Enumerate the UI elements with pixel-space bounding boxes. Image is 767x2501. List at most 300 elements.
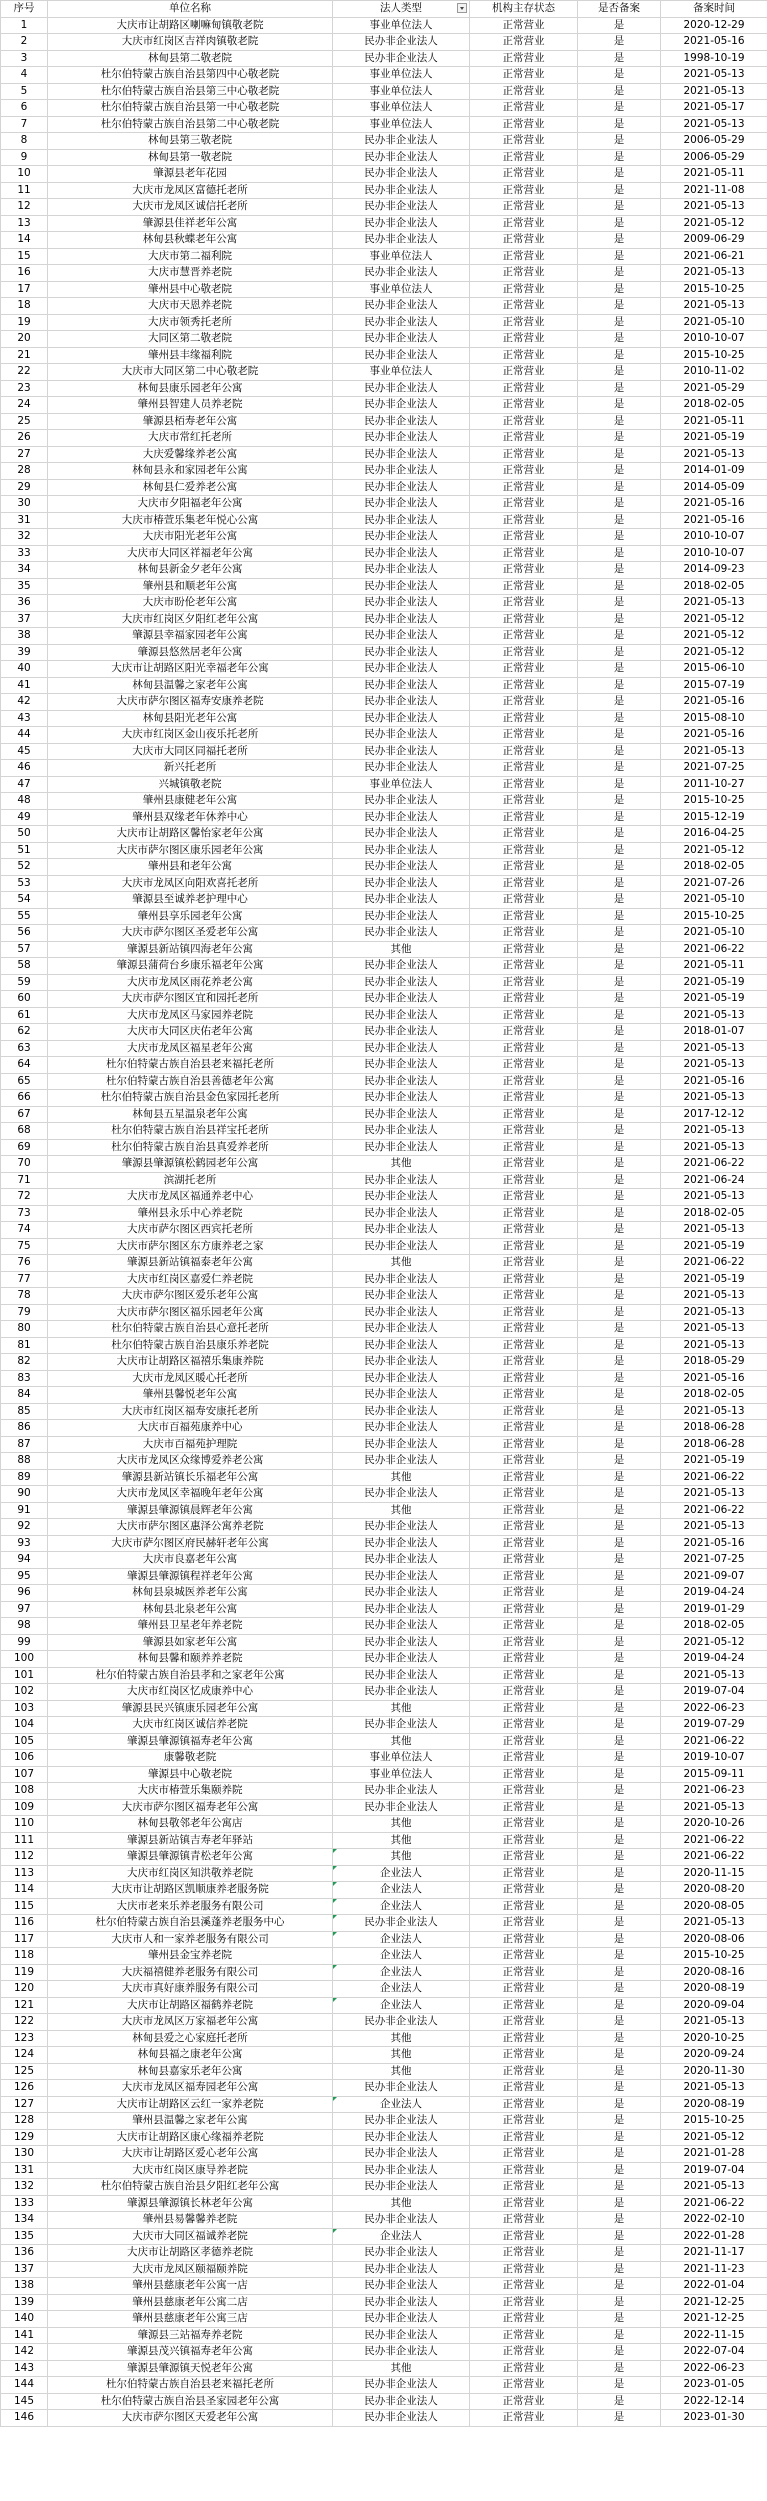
- cell-index[interactable]: 18: [1, 298, 48, 315]
- cell-status[interactable]: 正常营业: [470, 2195, 578, 2212]
- cell-legal-type[interactable]: [333, 1321, 470, 1338]
- cell-unit-name[interactable]: 大庆市良嘉老年公寓: [48, 1552, 333, 1569]
- cell-index[interactable]: 136: [1, 2245, 48, 2262]
- cell-status[interactable]: 正常营业: [470, 1337, 578, 1354]
- header-filed-date[interactable]: 备案时间: [661, 1, 767, 18]
- cell-status[interactable]: 正常营业: [470, 199, 578, 216]
- cell-status[interactable]: 正常营业: [470, 1585, 578, 1602]
- cell-filed[interactable]: 是: [578, 2129, 661, 2146]
- cell-unit-name[interactable]: 肇州县慈康老年公寓一店: [48, 2278, 333, 2295]
- cell-filed[interactable]: 是: [578, 430, 661, 447]
- cell-legal-type[interactable]: [333, 2245, 470, 2262]
- cell-filed[interactable]: 是: [578, 1849, 661, 1866]
- cell-legal-type[interactable]: [333, 2063, 470, 2080]
- cell-status[interactable]: 正常营业: [470, 1288, 578, 1305]
- cell-legal-type[interactable]: [333, 1288, 470, 1305]
- cell-legal-type[interactable]: [333, 1568, 470, 1585]
- cell-filed[interactable]: 是: [578, 215, 661, 232]
- cell-unit-name[interactable]: 大庆市红岗区金山夜乐托老所: [48, 727, 333, 744]
- cell-index[interactable]: 128: [1, 2113, 48, 2130]
- cell-filed[interactable]: 是: [578, 1684, 661, 1701]
- cell-legal-type[interactable]: [333, 1535, 470, 1552]
- cell-index[interactable]: 27: [1, 446, 48, 463]
- cell-legal-type[interactable]: [333, 661, 470, 678]
- cell-filed[interactable]: 是: [578, 2014, 661, 2031]
- cell-unit-name[interactable]: 大庆市让胡路区福禧乐集康养院: [48, 1354, 333, 1371]
- cell-legal-type[interactable]: [333, 463, 470, 480]
- cell-legal-type[interactable]: [333, 2360, 470, 2377]
- cell-filed-date[interactable]: 2020-11-30: [661, 2063, 767, 2080]
- cell-index[interactable]: 58: [1, 958, 48, 975]
- cell-filed-date[interactable]: 2018-02-05: [661, 1618, 767, 1635]
- cell-unit-name[interactable]: 肇州县和顺老年公寓: [48, 578, 333, 595]
- cell-filed[interactable]: 是: [578, 2360, 661, 2377]
- cell-filed[interactable]: 是: [578, 463, 661, 480]
- cell-filed[interactable]: 是: [578, 1057, 661, 1074]
- cell-status[interactable]: 正常营业: [470, 215, 578, 232]
- cell-status[interactable]: 正常营业: [470, 958, 578, 975]
- cell-legal-type[interactable]: [333, 1750, 470, 1767]
- cell-legal-type[interactable]: [333, 1618, 470, 1635]
- cell-unit-name[interactable]: 肇源县肇源镇晨辉老年公寓: [48, 1502, 333, 1519]
- cell-filed-date[interactable]: 2022-11-15: [661, 2327, 767, 2344]
- cell-status[interactable]: 正常营业: [470, 1502, 578, 1519]
- cell-unit-name[interactable]: 大同区第二敬老院: [48, 331, 333, 348]
- cell-filed-date[interactable]: 2011-10-27: [661, 776, 767, 793]
- cell-status[interactable]: 正常营业: [470, 1403, 578, 1420]
- cell-legal-type[interactable]: [333, 826, 470, 843]
- cell-filed-date[interactable]: 2021-05-13: [661, 1139, 767, 1156]
- cell-index[interactable]: 44: [1, 727, 48, 744]
- cell-unit-name[interactable]: 杜尔伯特蒙古族自治县善德老年公寓: [48, 1073, 333, 1090]
- cell-legal-type[interactable]: [333, 2195, 470, 2212]
- cell-status[interactable]: 正常营业: [470, 1733, 578, 1750]
- cell-filed-date[interactable]: 2021-05-13: [661, 1040, 767, 1057]
- cell-status[interactable]: 正常营业: [470, 1783, 578, 1800]
- cell-filed-date[interactable]: 2015-07-19: [661, 677, 767, 694]
- cell-status[interactable]: 正常营业: [470, 314, 578, 331]
- cell-index[interactable]: 60: [1, 991, 48, 1008]
- cell-legal-type[interactable]: [333, 2179, 470, 2196]
- cell-unit-name[interactable]: 杜尔伯特蒙古族自治县老来福托老所: [48, 1057, 333, 1074]
- cell-legal-type[interactable]: [333, 1898, 470, 1915]
- cell-unit-name[interactable]: 林甸县阳光老年公寓: [48, 710, 333, 727]
- cell-status[interactable]: 正常营业: [470, 2063, 578, 2080]
- cell-filed[interactable]: 是: [578, 446, 661, 463]
- cell-status[interactable]: 正常营业: [470, 677, 578, 694]
- cell-unit-name[interactable]: 大庆市真好康养服务有限公司: [48, 1981, 333, 1998]
- cell-status[interactable]: 正常营业: [470, 1238, 578, 1255]
- cell-index[interactable]: 79: [1, 1304, 48, 1321]
- cell-index[interactable]: 12: [1, 199, 48, 216]
- cell-unit-name[interactable]: 大庆市夕阳福老年公寓: [48, 496, 333, 513]
- cell-index[interactable]: 51: [1, 842, 48, 859]
- cell-index[interactable]: 134: [1, 2212, 48, 2229]
- cell-unit-name[interactable]: 大庆市龙凤区富德托老所: [48, 182, 333, 199]
- cell-unit-name[interactable]: 肇州县双缘老年休养中心: [48, 809, 333, 826]
- cell-filed-date[interactable]: 2020-08-05: [661, 1898, 767, 1915]
- cell-status[interactable]: 正常营业: [470, 446, 578, 463]
- cell-unit-name[interactable]: 大庆市龙凤区颐福颐养院: [48, 2261, 333, 2278]
- cell-status[interactable]: 正常营业: [470, 1601, 578, 1618]
- cell-status[interactable]: 正常营业: [470, 1354, 578, 1371]
- cell-status[interactable]: 正常营业: [470, 628, 578, 645]
- cell-filed-date[interactable]: 2019-07-04: [661, 1684, 767, 1701]
- cell-index[interactable]: 102: [1, 1684, 48, 1701]
- cell-status[interactable]: 正常营业: [470, 1700, 578, 1717]
- cell-unit-name[interactable]: 杜尔伯特蒙古族自治县祥宝托老所: [48, 1123, 333, 1140]
- cell-status[interactable]: 正常营业: [470, 1486, 578, 1503]
- cell-status[interactable]: 正常营业: [470, 380, 578, 397]
- cell-index[interactable]: 29: [1, 479, 48, 496]
- cell-unit-name[interactable]: 肇州县金宝养老院: [48, 1948, 333, 1965]
- cell-status[interactable]: 正常营业: [470, 1139, 578, 1156]
- cell-legal-type[interactable]: [333, 133, 470, 150]
- cell-index[interactable]: 43: [1, 710, 48, 727]
- cell-filed[interactable]: 是: [578, 1964, 661, 1981]
- cell-index[interactable]: 106: [1, 1750, 48, 1767]
- cell-filed[interactable]: 是: [578, 265, 661, 282]
- cell-legal-type[interactable]: [333, 116, 470, 133]
- cell-unit-name[interactable]: 林甸县馨和颐养养老院: [48, 1651, 333, 1668]
- cell-legal-type[interactable]: [333, 578, 470, 595]
- cell-index[interactable]: 122: [1, 2014, 48, 2031]
- cell-unit-name[interactable]: 肇源县老年花园: [48, 166, 333, 183]
- cell-filed-date[interactable]: 2021-05-13: [661, 1057, 767, 1074]
- cell-status[interactable]: 正常营业: [470, 760, 578, 777]
- cell-filed-date[interactable]: 2021-05-16: [661, 1073, 767, 1090]
- cell-legal-type[interactable]: [333, 2393, 470, 2410]
- cell-unit-name[interactable]: 杜尔伯特蒙古族自治县真爱养老所: [48, 1139, 333, 1156]
- cell-filed-date[interactable]: 2021-11-17: [661, 2245, 767, 2262]
- cell-filed[interactable]: 是: [578, 1915, 661, 1932]
- cell-index[interactable]: 82: [1, 1354, 48, 1371]
- cell-status[interactable]: 正常营业: [470, 2410, 578, 2427]
- cell-status[interactable]: 正常营业: [470, 1997, 578, 2014]
- cell-filed-date[interactable]: 2018-02-05: [661, 397, 767, 414]
- cell-unit-name[interactable]: 大庆市天恩养老院: [48, 298, 333, 315]
- cell-filed[interactable]: 是: [578, 1667, 661, 1684]
- cell-filed-date[interactable]: 2020-09-04: [661, 1997, 767, 2014]
- cell-filed[interactable]: 是: [578, 1106, 661, 1123]
- cell-unit-name[interactable]: 林甸县新金夕老年公寓: [48, 562, 333, 579]
- cell-index[interactable]: 146: [1, 2410, 48, 2427]
- cell-index[interactable]: 17: [1, 281, 48, 298]
- cell-status[interactable]: 正常营业: [470, 974, 578, 991]
- cell-unit-name[interactable]: 林甸县第二敬老院: [48, 50, 333, 67]
- cell-legal-type[interactable]: [333, 2080, 470, 2097]
- cell-index[interactable]: 7: [1, 116, 48, 133]
- cell-filed-date[interactable]: 2021-05-13: [661, 1915, 767, 1932]
- cell-unit-name[interactable]: 林甸县泉城医养老年公寓: [48, 1585, 333, 1602]
- cell-legal-type[interactable]: [333, 281, 470, 298]
- cell-index[interactable]: 80: [1, 1321, 48, 1338]
- cell-legal-type[interactable]: [333, 2047, 470, 2064]
- cell-status[interactable]: 正常营业: [470, 265, 578, 282]
- cell-unit-name[interactable]: 大庆市萨尔图区天爱老年公寓: [48, 2410, 333, 2427]
- cell-filed-date[interactable]: 2021-05-13: [661, 1403, 767, 1420]
- cell-filed[interactable]: 是: [578, 2212, 661, 2229]
- cell-filed-date[interactable]: 2021-05-13: [661, 1799, 767, 1816]
- cell-filed[interactable]: 是: [578, 1750, 661, 1767]
- cell-legal-type[interactable]: [333, 892, 470, 909]
- cell-index[interactable]: 83: [1, 1370, 48, 1387]
- cell-status[interactable]: 正常营业: [470, 2014, 578, 2031]
- cell-index[interactable]: 105: [1, 1733, 48, 1750]
- cell-unit-name[interactable]: 林甸县福之康老年公寓: [48, 2047, 333, 2064]
- cell-index[interactable]: 36: [1, 595, 48, 612]
- cell-index[interactable]: 142: [1, 2344, 48, 2361]
- cell-legal-type[interactable]: [333, 991, 470, 1008]
- cell-status[interactable]: 正常营业: [470, 743, 578, 760]
- cell-filed[interactable]: 是: [578, 1205, 661, 1222]
- cell-index[interactable]: 145: [1, 2393, 48, 2410]
- cell-unit-name[interactable]: 大庆市龙凤区马家园养老院: [48, 1007, 333, 1024]
- cell-filed[interactable]: 是: [578, 958, 661, 975]
- filter-dropdown-icon[interactable]: [457, 3, 467, 13]
- cell-unit-name[interactable]: 大庆市红岗区夕阳红老年公寓: [48, 611, 333, 628]
- cell-unit-name[interactable]: 大庆市萨尔图区康乐园老年公寓: [48, 842, 333, 859]
- cell-legal-type[interactable]: [333, 1453, 470, 1470]
- cell-filed[interactable]: 是: [578, 116, 661, 133]
- cell-index[interactable]: 69: [1, 1139, 48, 1156]
- cell-index[interactable]: 97: [1, 1601, 48, 1618]
- cell-filed[interactable]: 是: [578, 1783, 661, 1800]
- cell-legal-type[interactable]: [333, 974, 470, 991]
- cell-unit-name[interactable]: 大庆市萨尔图区府民赫轩老年公寓: [48, 1535, 333, 1552]
- cell-filed-date[interactable]: 2018-02-05: [661, 859, 767, 876]
- cell-filed-date[interactable]: 2021-05-13: [661, 446, 767, 463]
- cell-filed[interactable]: 是: [578, 2063, 661, 2080]
- cell-legal-type[interactable]: [333, 2377, 470, 2394]
- cell-legal-type[interactable]: [333, 875, 470, 892]
- cell-filed-date[interactable]: 2021-05-19: [661, 991, 767, 1008]
- cell-status[interactable]: 正常营业: [470, 1387, 578, 1404]
- cell-filed[interactable]: 是: [578, 677, 661, 694]
- cell-filed-date[interactable]: 2021-01-28: [661, 2146, 767, 2163]
- cell-filed[interactable]: 是: [578, 793, 661, 810]
- cell-filed[interactable]: 是: [578, 2393, 661, 2410]
- cell-filed[interactable]: 是: [578, 166, 661, 183]
- cell-status[interactable]: 正常营业: [470, 1073, 578, 1090]
- cell-legal-type[interactable]: [333, 1271, 470, 1288]
- cell-status[interactable]: 正常营业: [470, 83, 578, 100]
- cell-filed[interactable]: 是: [578, 578, 661, 595]
- cell-index[interactable]: 81: [1, 1337, 48, 1354]
- cell-legal-type[interactable]: [333, 529, 470, 546]
- cell-index[interactable]: 35: [1, 578, 48, 595]
- cell-unit-name[interactable]: 大庆市大同区福诚养老院: [48, 2228, 333, 2245]
- cell-unit-name[interactable]: 大庆市老来乐养老服务有限公司: [48, 1898, 333, 1915]
- cell-status[interactable]: 正常营业: [470, 2129, 578, 2146]
- cell-filed[interactable]: 是: [578, 1700, 661, 1717]
- cell-status[interactable]: 正常营业: [470, 1304, 578, 1321]
- cell-filed-date[interactable]: 2019-04-24: [661, 1651, 767, 1668]
- cell-filed-date[interactable]: 2021-05-16: [661, 694, 767, 711]
- cell-index[interactable]: 86: [1, 1420, 48, 1437]
- cell-filed-date[interactable]: 2021-05-16: [661, 496, 767, 513]
- cell-filed[interactable]: 是: [578, 182, 661, 199]
- cell-unit-name[interactable]: 大庆市人和一家养老服务有限公司: [48, 1931, 333, 1948]
- cell-legal-type[interactable]: [333, 611, 470, 628]
- cell-legal-type[interactable]: [333, 1585, 470, 1602]
- cell-status[interactable]: 正常营业: [470, 1865, 578, 1882]
- cell-index[interactable]: 88: [1, 1453, 48, 1470]
- cell-filed[interactable]: 是: [578, 1255, 661, 1272]
- cell-status[interactable]: 正常营业: [470, 1667, 578, 1684]
- cell-index[interactable]: 133: [1, 2195, 48, 2212]
- cell-unit-name[interactable]: 肇源县如家老年公寓: [48, 1634, 333, 1651]
- cell-status[interactable]: 正常营业: [470, 875, 578, 892]
- cell-status[interactable]: 正常营业: [470, 1123, 578, 1140]
- cell-filed[interactable]: 是: [578, 941, 661, 958]
- cell-index[interactable]: 115: [1, 1898, 48, 1915]
- cell-index[interactable]: 11: [1, 182, 48, 199]
- cell-unit-name[interactable]: 大庆市大同区第二中心敬老院: [48, 364, 333, 381]
- cell-status[interactable]: 正常营业: [470, 1552, 578, 1569]
- cell-index[interactable]: 19: [1, 314, 48, 331]
- cell-index[interactable]: 140: [1, 2311, 48, 2328]
- cell-filed[interactable]: 是: [578, 1354, 661, 1371]
- cell-unit-name[interactable]: 大庆市萨尔图区圣爱老年公寓: [48, 925, 333, 942]
- cell-filed-date[interactable]: 2021-05-11: [661, 166, 767, 183]
- cell-status[interactable]: 正常营业: [470, 578, 578, 595]
- cell-unit-name[interactable]: 大庆市盼伦老年公寓: [48, 595, 333, 612]
- cell-filed-date[interactable]: 2021-05-13: [661, 2179, 767, 2196]
- cell-index[interactable]: 132: [1, 2179, 48, 2196]
- cell-filed-date[interactable]: 2021-05-13: [661, 1007, 767, 1024]
- cell-filed-date[interactable]: 2021-06-22: [661, 1469, 767, 1486]
- cell-filed-date[interactable]: 2020-12-29: [661, 17, 767, 34]
- cell-status[interactable]: 正常营业: [470, 2228, 578, 2245]
- cell-legal-type[interactable]: [333, 34, 470, 51]
- cell-unit-name[interactable]: 杜尔伯特蒙古族自治县老来福托老所: [48, 2377, 333, 2394]
- cell-unit-name[interactable]: 大庆市让胡路区孝德养老院: [48, 2245, 333, 2262]
- cell-index[interactable]: 1: [1, 17, 48, 34]
- cell-filed[interactable]: 是: [578, 545, 661, 562]
- cell-status[interactable]: 正常营业: [470, 2047, 578, 2064]
- cell-filed[interactable]: 是: [578, 2047, 661, 2064]
- cell-filed-date[interactable]: 2021-06-22: [661, 1156, 767, 1173]
- cell-status[interactable]: 正常营业: [470, 941, 578, 958]
- cell-filed-date[interactable]: 2021-05-13: [661, 743, 767, 760]
- cell-unit-name[interactable]: 杜尔伯特蒙古族自治县康乐养老院: [48, 1337, 333, 1354]
- cell-filed-date[interactable]: 2021-05-13: [661, 67, 767, 84]
- cell-status[interactable]: 正常营业: [470, 1172, 578, 1189]
- cell-filed[interactable]: 是: [578, 2294, 661, 2311]
- cell-filed-date[interactable]: 2019-07-04: [661, 2162, 767, 2179]
- cell-filed-date[interactable]: 2021-05-13: [661, 2080, 767, 2097]
- cell-unit-name[interactable]: 大庆市让胡路区凯顺康养老服务院: [48, 1882, 333, 1899]
- cell-status[interactable]: 正常营业: [470, 1832, 578, 1849]
- cell-unit-name[interactable]: 肇源县茂兴镇福寿老年公寓: [48, 2344, 333, 2361]
- cell-unit-name[interactable]: 大庆市萨尔图区西宾托老所: [48, 1222, 333, 1239]
- cell-legal-type[interactable]: [333, 1469, 470, 1486]
- cell-filed[interactable]: 是: [578, 1502, 661, 1519]
- cell-unit-name[interactable]: 肇源县栢寿老年公寓: [48, 413, 333, 430]
- cell-legal-type[interactable]: [333, 1304, 470, 1321]
- cell-filed[interactable]: 是: [578, 1601, 661, 1618]
- cell-legal-type[interactable]: [333, 1948, 470, 1965]
- cell-legal-type[interactable]: [333, 1354, 470, 1371]
- cell-unit-name[interactable]: 林甸县永和家园老年公寓: [48, 463, 333, 480]
- cell-filed-date[interactable]: 2021-05-16: [661, 1535, 767, 1552]
- cell-filed-date[interactable]: 2020-08-19: [661, 1981, 767, 1998]
- cell-filed-date[interactable]: 2022-01-28: [661, 2228, 767, 2245]
- cell-filed-date[interactable]: 2021-05-10: [661, 892, 767, 909]
- cell-status[interactable]: 正常营业: [470, 809, 578, 826]
- cell-filed[interactable]: 是: [578, 1882, 661, 1899]
- cell-filed[interactable]: 是: [578, 925, 661, 942]
- cell-index[interactable]: 66: [1, 1090, 48, 1107]
- cell-legal-type[interactable]: [333, 562, 470, 579]
- cell-legal-type[interactable]: [333, 347, 470, 364]
- cell-legal-type[interactable]: [333, 17, 470, 34]
- cell-filed-date[interactable]: 2022-01-04: [661, 2278, 767, 2295]
- cell-filed[interactable]: 是: [578, 232, 661, 249]
- cell-filed-date[interactable]: 1998-10-19: [661, 50, 767, 67]
- cell-unit-name[interactable]: 林甸县仁爱养老公寓: [48, 479, 333, 496]
- cell-index[interactable]: 124: [1, 2047, 48, 2064]
- cell-filed[interactable]: 是: [578, 364, 661, 381]
- cell-filed-date[interactable]: 2021-05-13: [661, 1123, 767, 1140]
- cell-filed-date[interactable]: 2021-05-16: [661, 1370, 767, 1387]
- cell-status[interactable]: 正常营业: [470, 925, 578, 942]
- cell-filed-date[interactable]: 2018-06-28: [661, 1436, 767, 1453]
- cell-legal-type[interactable]: [333, 1024, 470, 1041]
- cell-unit-name[interactable]: 林甸县温馨之家老年公寓: [48, 677, 333, 694]
- cell-unit-name[interactable]: 康馨敬老院: [48, 1750, 333, 1767]
- cell-status[interactable]: 正常营业: [470, 67, 578, 84]
- cell-unit-name[interactable]: 肇源县肇源镇松鹤园老年公寓: [48, 1156, 333, 1173]
- cell-status[interactable]: 正常营业: [470, 1453, 578, 1470]
- cell-legal-type[interactable]: [333, 1502, 470, 1519]
- cell-filed[interactable]: 是: [578, 2162, 661, 2179]
- cell-status[interactable]: 正常营业: [470, 512, 578, 529]
- cell-filed-date[interactable]: 2021-05-12: [661, 215, 767, 232]
- cell-filed-date[interactable]: 2009-06-29: [661, 232, 767, 249]
- cell-filed[interactable]: 是: [578, 50, 661, 67]
- cell-status[interactable]: 正常营业: [470, 248, 578, 265]
- cell-index[interactable]: 131: [1, 2162, 48, 2179]
- cell-status[interactable]: 正常营业: [470, 2212, 578, 2229]
- cell-index[interactable]: 8: [1, 133, 48, 150]
- cell-filed[interactable]: 是: [578, 1123, 661, 1140]
- cell-index[interactable]: 13: [1, 215, 48, 232]
- cell-filed[interactable]: 是: [578, 1337, 661, 1354]
- cell-status[interactable]: 正常营业: [470, 842, 578, 859]
- cell-unit-name[interactable]: 大庆市龙凤区向阳欢喜托老所: [48, 875, 333, 892]
- cell-filed-date[interactable]: 2021-05-13: [661, 1337, 767, 1354]
- cell-filed[interactable]: 是: [578, 1073, 661, 1090]
- cell-legal-type[interactable]: [333, 2410, 470, 2427]
- cell-index[interactable]: 10: [1, 166, 48, 183]
- cell-index[interactable]: 130: [1, 2146, 48, 2163]
- cell-legal-type[interactable]: [333, 2014, 470, 2031]
- cell-status[interactable]: 正常营业: [470, 2113, 578, 2130]
- cell-legal-type[interactable]: [333, 1865, 470, 1882]
- cell-filed-date[interactable]: 2021-06-22: [661, 2195, 767, 2212]
- cell-filed-date[interactable]: 2021-05-11: [661, 958, 767, 975]
- cell-legal-type[interactable]: [333, 1255, 470, 1272]
- cell-unit-name[interactable]: 杜尔伯特蒙古族自治县夕阳红老年公寓: [48, 2179, 333, 2196]
- cell-index[interactable]: 98: [1, 1618, 48, 1635]
- cell-index[interactable]: 96: [1, 1585, 48, 1602]
- cell-index[interactable]: 26: [1, 430, 48, 447]
- cell-filed[interactable]: 是: [578, 1981, 661, 1998]
- cell-status[interactable]: 正常营业: [470, 1981, 578, 1998]
- cell-unit-name[interactable]: 肇源县新站镇吉寿老年驿站: [48, 1832, 333, 1849]
